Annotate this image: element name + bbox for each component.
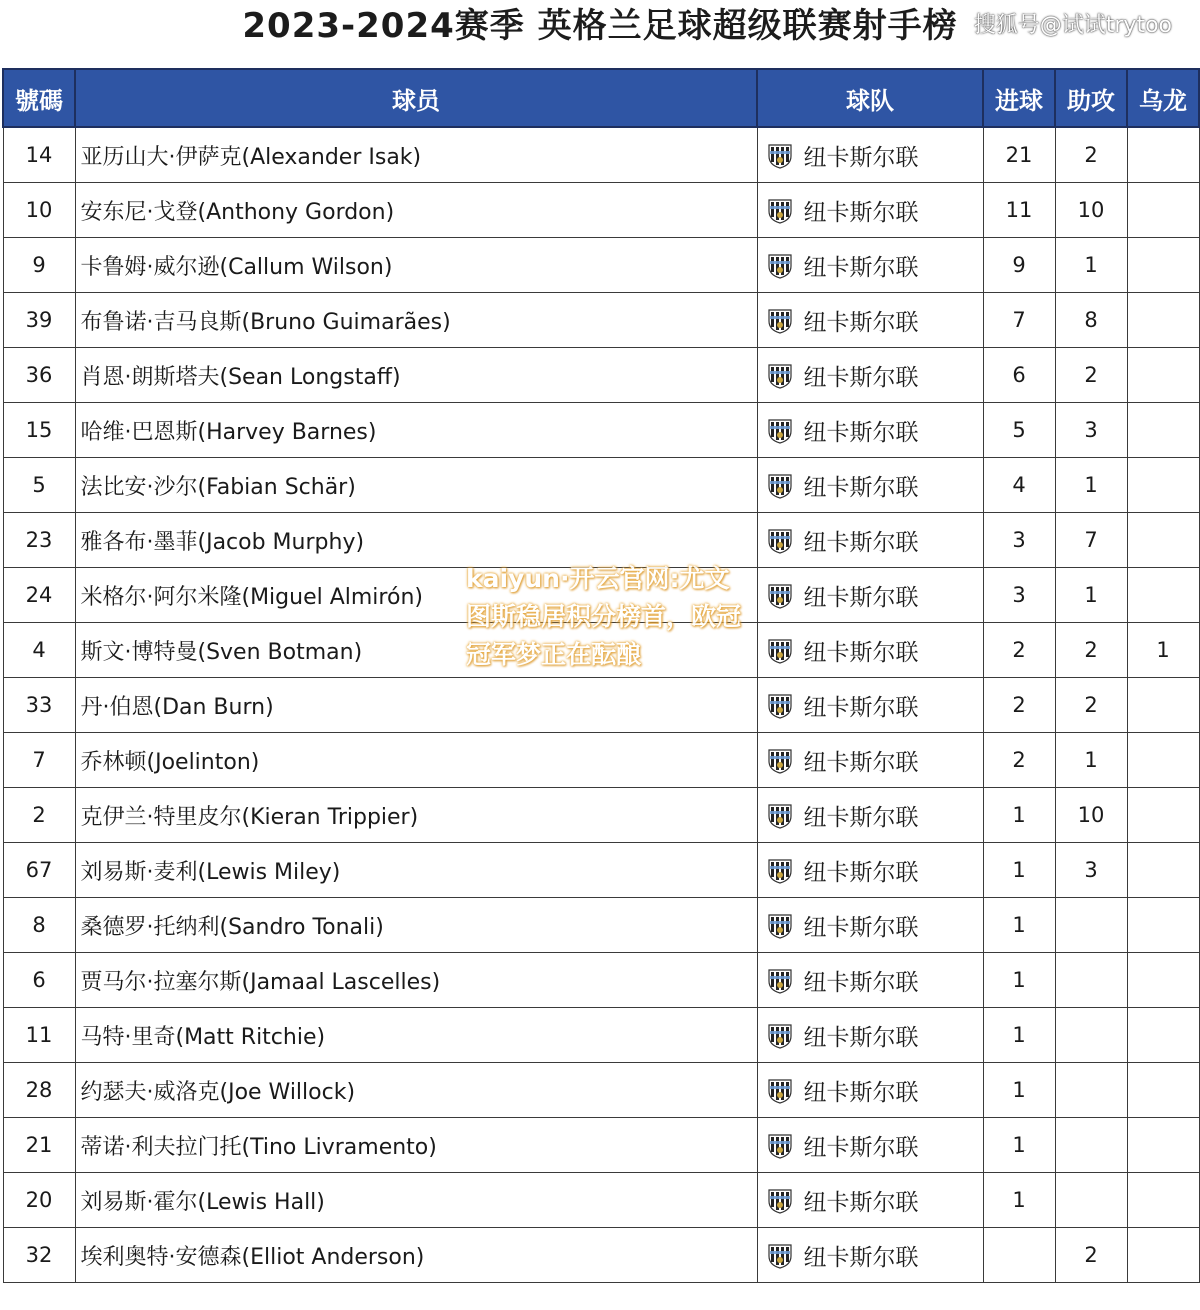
cell-player: 蒂诺·利夫拉门托(Tino Livramento) [75,1118,757,1173]
cell-player: 斯文·博特曼(Sven Botman) [75,623,757,678]
table-row [3,788,1199,843]
cell-team [757,733,983,788]
newcastle-crest-icon [766,416,794,444]
team-name: 纽卡斯尔联 [803,419,919,446]
header-goals: 进球 [983,69,1055,127]
newcastle-crest-icon [766,306,794,334]
cell-number: 2 [3,788,75,843]
cell-goals: 11 [983,183,1055,238]
cell-goals: 21 [983,127,1055,183]
cell-goals: 3 [983,568,1055,623]
cell-own-goals [1127,183,1199,238]
header-player: 球员 [75,69,757,127]
cell-own-goals [1127,678,1199,733]
table-row [3,458,1199,513]
cell-player: 乔林顿(Joelinton) [75,733,757,788]
table-row [3,733,1199,788]
newcastle-crest-icon [766,1241,794,1269]
cell-assists: 2 [1055,127,1127,183]
cell-own-goals [1127,568,1199,623]
cell-player: 丹·伯恩(Dan Burn) [75,678,757,733]
cell-team [757,788,983,843]
cell-team [757,678,983,733]
cell-own-goals [1127,788,1199,843]
cell-goals: 2 [983,678,1055,733]
cell-player: 法比安·沙尔(Fabian Schär) [75,458,757,513]
cell-number: 21 [3,1118,75,1173]
cell-assists: 1 [1055,458,1127,513]
team-name: 纽卡斯尔联 [803,364,919,391]
newcastle-crest-icon [766,526,794,554]
table-row [3,1228,1199,1283]
cell-number: 6 [3,953,75,1008]
cell-own-goals [1127,1173,1199,1228]
cell-team [757,843,983,898]
table-row [3,183,1199,238]
header-assists: 助攻 [1055,69,1127,127]
cell-assists: 2 [1055,348,1127,403]
cell-team [757,458,983,513]
header-number: 號碼 [3,69,75,127]
cell-player: 桑德罗·托纳利(Sandro Tonali) [75,898,757,953]
newcastle-crest-icon [766,856,794,884]
team-name: 纽卡斯尔联 [803,914,919,941]
cell-own-goals [1127,843,1199,898]
newcastle-crest-icon [766,141,794,169]
team-name: 纽卡斯尔联 [803,584,919,611]
newcastle-crest-icon [766,911,794,939]
cell-number: 24 [3,568,75,623]
cell-team [757,568,983,623]
team-name: 纽卡斯尔联 [803,144,919,171]
cell-number: 5 [3,458,75,513]
table-row [3,403,1199,458]
cell-own-goals [1127,403,1199,458]
cell-number: 33 [3,678,75,733]
team-name: 纽卡斯尔联 [803,254,919,281]
page-title: 2023-2024赛季 英格兰足球超级联赛射手榜 [242,6,958,46]
cell-assists: 3 [1055,403,1127,458]
cell-own-goals [1127,733,1199,788]
team-name: 纽卡斯尔联 [803,1134,919,1161]
cell-goals: 2 [983,623,1055,678]
cell-assists [1055,898,1127,953]
team-name: 纽卡斯尔联 [803,1189,919,1216]
cell-number: 28 [3,1063,75,1118]
table-row [3,1063,1199,1118]
team-name: 纽卡斯尔联 [803,309,919,336]
table-row [3,843,1199,898]
cell-player: 哈维·巴恩斯(Harvey Barnes) [75,403,757,458]
cell-team [757,1173,983,1228]
table-row [3,953,1199,1008]
cell-own-goals [1127,293,1199,348]
table-row [3,1173,1199,1228]
team-name: 纽卡斯尔联 [803,859,919,886]
cell-player: 埃利奥特·安德森(Elliot Anderson) [75,1228,757,1283]
source-watermark: 搜狐号@试试trytoo [973,13,1172,38]
team-name: 纽卡斯尔联 [803,749,919,776]
cell-assists: 10 [1055,788,1127,843]
team-name: 纽卡斯尔联 [803,529,919,556]
cell-goals: 1 [983,1063,1055,1118]
table-row [3,898,1199,953]
cell-number: 20 [3,1173,75,1228]
cell-team [757,293,983,348]
newcastle-crest-icon [766,691,794,719]
team-name: 纽卡斯尔联 [803,694,919,721]
cell-assists: 1 [1055,733,1127,788]
cell-number: 8 [3,898,75,953]
scorers-table [2,68,1200,1283]
cell-own-goals [1127,1008,1199,1063]
cell-goals [983,1228,1055,1283]
table-row [3,1008,1199,1063]
cell-own-goals [1127,1228,1199,1283]
cell-team [757,183,983,238]
team-name: 纽卡斯尔联 [803,474,919,501]
newcastle-crest-icon [766,1021,794,1049]
cell-assists: 1 [1055,568,1127,623]
cell-own-goals [1127,513,1199,568]
cell-goals: 5 [983,403,1055,458]
cell-number: 10 [3,183,75,238]
cell-goals: 1 [983,898,1055,953]
cell-assists [1055,1063,1127,1118]
team-name: 纽卡斯尔联 [803,1024,919,1051]
team-name: 纽卡斯尔联 [803,199,919,226]
cell-player: 雅各布·墨菲(Jacob Murphy) [75,513,757,568]
overlay-watermark-text: kaiyun·开云官网:尤文图斯稳居积分榜首，欧冠冠军梦正在酝酿 [466,564,742,669]
newcastle-crest-icon [766,471,794,499]
cell-own-goals [1127,953,1199,1008]
cell-assists: 2 [1055,1228,1127,1283]
cell-player: 安东尼·戈登(Anthony Gordon) [75,183,757,238]
newcastle-crest-icon [766,636,794,664]
cell-team [757,513,983,568]
cell-own-goals [1127,127,1199,183]
cell-assists: 2 [1055,623,1127,678]
cell-number: 32 [3,1228,75,1283]
cell-goals: 6 [983,348,1055,403]
cell-team [757,1063,983,1118]
cell-player: 亚历山大·伊萨克(Alexander Isak) [75,127,757,183]
cell-assists [1055,1118,1127,1173]
cell-team [757,403,983,458]
cell-own-goals [1127,898,1199,953]
table-row [3,127,1199,183]
team-name: 纽卡斯尔联 [803,639,919,666]
header-own-goals: 乌龙 [1127,69,1199,127]
cell-goals: 1 [983,843,1055,898]
team-name: 纽卡斯尔联 [803,804,919,831]
newcastle-crest-icon [766,251,794,279]
team-name: 纽卡斯尔联 [803,1244,919,1271]
cell-number: 9 [3,238,75,293]
cell-own-goals [1127,1063,1199,1118]
cell-number: 39 [3,293,75,348]
cell-team [757,238,983,293]
cell-team [757,348,983,403]
cell-assists: 1 [1055,238,1127,293]
table-row [3,1118,1199,1173]
newcastle-crest-icon [766,196,794,224]
cell-goals: 1 [983,953,1055,1008]
cell-goals: 1 [983,1118,1055,1173]
cell-goals: 2 [983,733,1055,788]
cell-goals: 7 [983,293,1055,348]
cell-number: 11 [3,1008,75,1063]
cell-team [757,1118,983,1173]
header-team: 球队 [757,69,983,127]
cell-goals: 3 [983,513,1055,568]
cell-player: 布鲁诺·吉马良斯(Bruno Guimarães) [75,293,757,348]
cell-own-goals [1127,348,1199,403]
cell-number: 36 [3,348,75,403]
cell-assists: 3 [1055,843,1127,898]
cell-assists: 2 [1055,678,1127,733]
cell-goals: 4 [983,458,1055,513]
cell-player: 贾马尔·拉塞尔斯(Jamaal Lascelles) [75,953,757,1008]
newcastle-crest-icon [766,1131,794,1159]
cell-number: 15 [3,403,75,458]
cell-team [757,1228,983,1283]
newcastle-crest-icon [766,361,794,389]
cell-number: 7 [3,733,75,788]
table-row [3,678,1199,733]
cell-player: 刘易斯·麦利(Lewis Miley) [75,843,757,898]
cell-player: 约瑟夫·威洛克(Joe Willock) [75,1063,757,1118]
team-name: 纽卡斯尔联 [803,969,919,996]
cell-assists: 7 [1055,513,1127,568]
cell-number: 14 [3,127,75,183]
cell-team [757,898,983,953]
cell-player: 克伊兰·特里皮尔(Kieran Trippier) [75,788,757,843]
cell-own-goals [1127,238,1199,293]
newcastle-crest-icon [766,581,794,609]
cell-goals: 1 [983,788,1055,843]
cell-assists [1055,1173,1127,1228]
cell-player: 卡鲁姆·威尔逊(Callum Wilson) [75,238,757,293]
table-row [3,238,1199,293]
cell-number: 23 [3,513,75,568]
cell-player: 马特·里奇(Matt Ritchie) [75,1008,757,1063]
cell-assists [1055,1008,1127,1063]
cell-goals: 9 [983,238,1055,293]
cell-number: 4 [3,623,75,678]
cell-team [757,953,983,1008]
table-row [3,293,1199,348]
cell-player: 肖恩·朗斯塔夫(Sean Longstaff) [75,348,757,403]
team-name: 纽卡斯尔联 [803,1079,919,1106]
cell-goals: 1 [983,1008,1055,1063]
cell-own-goals [1127,1118,1199,1173]
newcastle-crest-icon [766,966,794,994]
cell-number: 67 [3,843,75,898]
newcastle-crest-icon [766,746,794,774]
newcastle-crest-icon [766,1186,794,1214]
cell-assists [1055,953,1127,1008]
table-header-row [3,69,1199,127]
cell-team [757,1008,983,1063]
cell-own-goals [1127,458,1199,513]
cell-player: 刘易斯·霍尔(Lewis Hall) [75,1173,757,1228]
cell-player: 米格尔·阿尔米隆(Miguel Almirón) [75,568,757,623]
cell-assists: 8 [1055,293,1127,348]
newcastle-crest-icon [766,1076,794,1104]
cell-own-goals: 1 [1127,623,1199,678]
cell-assists: 10 [1055,183,1127,238]
cell-goals: 1 [983,1173,1055,1228]
cell-team [757,127,983,183]
cell-team [757,623,983,678]
table-row [3,348,1199,403]
newcastle-crest-icon [766,801,794,829]
